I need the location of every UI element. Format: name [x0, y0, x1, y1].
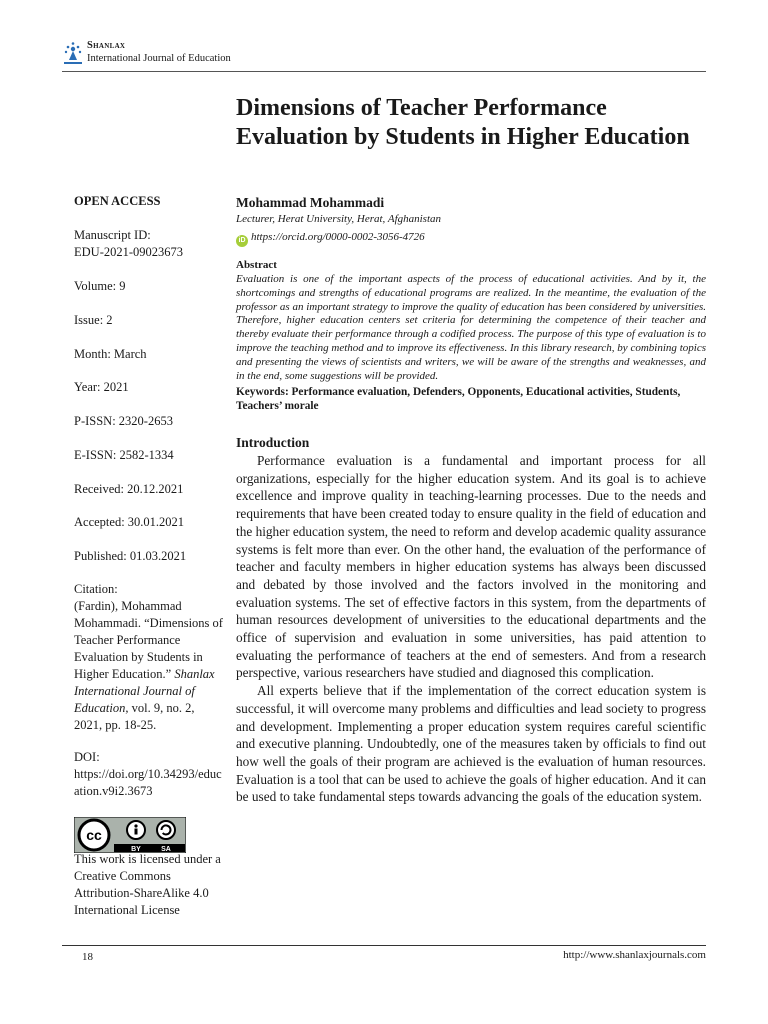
citation-main: (Fardin), Mohammad Mohammadi. “Dimensions of Teacher Performance Evaluation by Students in Higher Education.” [74, 599, 223, 681]
manuscript-label: Manuscript ID: [74, 228, 151, 242]
footer-divider [62, 945, 706, 946]
license-text: This work is licensed under a Creative Commons Attribution-ShareAlike 4.0 International License [74, 852, 221, 917]
orcid-icon: iD [236, 235, 248, 247]
doi-link[interactable]: https://doi.org/10.34293/education.v9i2.3673 [74, 767, 222, 798]
introduction-heading: Introduction [236, 435, 310, 450]
footer-url-link[interactable]: http://www.shanlaxjournals.com [563, 949, 706, 961]
shanlax-logo-icon [62, 40, 84, 68]
abstract-text: Evaluation is one of the important aspects of the process of educational activities. And by it, the shortcomings and strengths of educational programs are realized. In the meantime, the evaluation of the professor as an important strategy to improve the quality of education has been considered by universities. Therefore, higher education centers set criteria for determining the competence of their teacher and thereby evaluate their performance through a codified process. The purpose of this type of evaluation is to improve the teaching method and to improve its effectiveness. In this library research, by combining topics and presenting the views of scientists and writers, we will be aware of the strengths and weaknesses, and in the end, some suggestions will be provided. [236, 273, 706, 382]
open-access-label: OPEN ACCESS [74, 194, 161, 208]
doi-block [74, 749, 224, 800]
journal-name: International Journal of Education [87, 53, 231, 64]
published-date: Published: 01.03.2021 [74, 549, 187, 563]
cc-sa-text: SA [161, 846, 171, 853]
e-issn: E-ISSN: 2582-1334 [74, 448, 174, 462]
month: Month: March [74, 347, 147, 361]
year: Year: 2021 [74, 380, 129, 394]
citation-journal: Shanlax International Journal of Education, [74, 667, 215, 715]
orcid-row [236, 231, 425, 247]
manuscript-id: EDU-2021-09023673 [74, 245, 184, 259]
cc-by-text: BY [131, 846, 141, 853]
keywords: Keywords: Performance evaluation, Defenders, Opponents, Educational activities, Students, Teachers’ morale [236, 386, 681, 412]
p-issn: P-ISSN: 2320-2653 [74, 414, 173, 428]
header-divider [62, 71, 706, 72]
author-affiliation: Lecturer, Herat University, Herat, Afghanistan [236, 213, 442, 225]
citation-block [74, 581, 224, 734]
introduction-paragraph: All experts believe that if the implementation of the correct education system is successful, it will overcome many problems and difficulties and lead society to progress and development. Implementing a proper education system requires careful scientific and executive planning. Undoubtedly, one of the measures taken by officials to find out how well the goals of their program are achieved is the evaluation of human resources. Evaluation is a tool that can be used to achieve the goals of higher education. And it can be used to take fundamental steps towards advancing the goals of the education system. [236, 683, 706, 805]
cc-by-sa-license-badge[interactable] [74, 817, 186, 853]
citation-tail: vol. 9, no. 2, 2021, pp. 18-25. [74, 701, 195, 732]
citation-label: Citation: [74, 582, 118, 596]
author-name: Mohammad Mohammadi [236, 195, 385, 210]
publisher-name: Shanlax [87, 40, 126, 51]
article-title: Dimensions of Teacher Performance Evaluation by Students in Higher Education [236, 95, 690, 150]
introduction-paragraph: Performance evaluation is a fundamental and important process for all organizations, especially for the higher education system. And its goal is to achieve excellence and improve quality in teaching-learning processes. Due to the needs and requirements that have been created today to ensure quality in the field of education and the higher education system, the need to reform and develop academic quality assurance systems is felt more than ever. On the other hand, the evaluation of the performance of teacher and faculty members in higher education systems has always been discussed and debated by those involved and the factors involved in the monitoring and evaluation systems. The set of effective factors in this system, from the departments of human resources development of universities to the educational departments and the office of supervision and evaluation in some universities, has paid attention to evaluating the performance of teachers at the end of semesters. And from a research perspective, various researchers have studied and diagnosed this complication. [236, 453, 707, 681]
accepted-date: Accepted: 30.01.2021 [74, 515, 185, 529]
received-date: Received: 20.12.2021 [74, 482, 184, 496]
cc-logo-text: cc [86, 827, 102, 843]
abstract-heading: Abstract [236, 259, 277, 271]
page-number: 18 [82, 951, 93, 963]
citation-text [74, 598, 224, 734]
orcid-link[interactable]: https://orcid.org/0000-0002-3056-4726 [251, 231, 425, 243]
issue: Issue: 2 [74, 313, 113, 327]
volume: Volume: 9 [74, 279, 126, 293]
doi-label: DOI: [74, 750, 100, 764]
introduction-body [236, 452, 706, 806]
